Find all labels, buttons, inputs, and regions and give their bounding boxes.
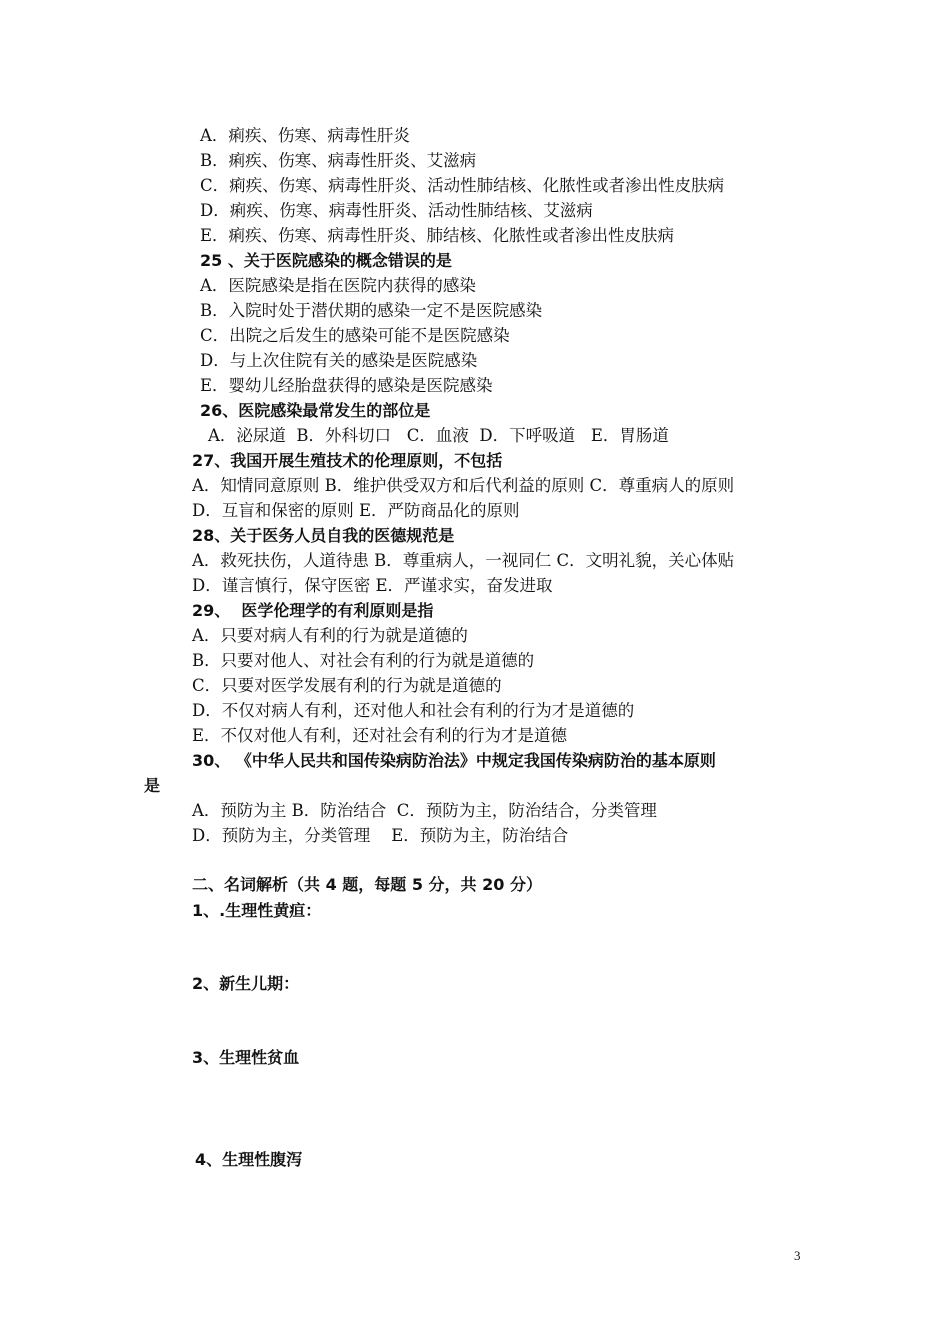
q30-question-line-1: 30、 《中华人民共和国传染病防治法》中规定我国传染病防治的基本原则 bbox=[192, 751, 716, 770]
q29-option-b: B．只要对他人、对社会有利的行为就是道德的 bbox=[192, 651, 535, 670]
q24-option-d: D．痢疾、伤寒、病毒性肝炎、活动性肺结核、艾滋病 bbox=[200, 201, 593, 220]
q29-option-a: A．只要对病人有利的行为就是道德的 bbox=[192, 626, 468, 645]
q26-question: 26、医院感染最常发生的部位是 bbox=[200, 401, 431, 420]
q30-line-2: D．预防为主，分类管理 E．预防为主，防治结合 bbox=[192, 826, 569, 845]
q24-option-e: E．痢疾、伤寒、病毒性肝炎、肺结核、化脓性或者渗出性皮肤病 bbox=[200, 226, 675, 245]
q25-option-c: C．出院之后发生的感染可能不是医院感染 bbox=[200, 326, 510, 345]
term-4: 4、生理性腹泻 bbox=[195, 1150, 303, 1169]
q29-option-c: C．只要对医学发展有利的行为就是道德的 bbox=[192, 676, 502, 695]
q29-option-d: D．不仅对病人有利，还对他人和社会有利的行为才是道德的 bbox=[192, 701, 635, 720]
q24-option-a: A．痢疾、伤寒、病毒性肝炎 bbox=[200, 126, 410, 145]
section-2-heading: 二、名词解析（共 4 题，每题 5 分，共 20 分） bbox=[192, 875, 542, 894]
term-2: 2、新生儿期： bbox=[192, 974, 300, 993]
q30-line-1: A．预防为主 B．防治结合 C．预防为主，防治结合，分类管理 bbox=[192, 801, 657, 820]
q24-option-c: C．痢疾、伤寒、病毒性肝炎、活动性肺结核、化脓性或者渗出性皮肤病 bbox=[200, 176, 725, 195]
term-1: 1、.生理性黄疸： bbox=[192, 901, 322, 920]
q29-question: 29、 医学伦理学的有利原则是指 bbox=[192, 601, 434, 620]
q24-option-b: B．痢疾、伤寒、病毒性肝炎、艾滋病 bbox=[200, 151, 477, 170]
q25-option-b: B．入院时处于潜伏期的感染一定不是医院感染 bbox=[200, 301, 543, 320]
term-3: 3、生理性贫血 bbox=[192, 1048, 300, 1067]
q29-option-e: E．不仅对他人有利，还对社会有利的行为才是道德 bbox=[192, 726, 568, 745]
q26-options: A．泌尿道 B．外科切口 C．血液 D．下呼吸道 E．胃肠道 bbox=[208, 426, 669, 445]
q27-line-2: D．互盲和保密的原则 E．严防商品化的原则 bbox=[192, 501, 520, 520]
q30-question-line-2: 是 bbox=[144, 776, 161, 795]
q25-option-e: E．婴幼儿经胎盘获得的感染是医院感染 bbox=[200, 376, 493, 395]
q25-question: 25 、关于医院感染的概念错误的是 bbox=[200, 251, 452, 270]
q27-question: 27、我国开展生殖技术的伦理原则，不包括 bbox=[192, 451, 503, 470]
q25-option-a: A．医院感染是指在医院内获得的感染 bbox=[200, 276, 476, 295]
q28-question: 28、关于医务人员自我的医德规范是 bbox=[192, 526, 455, 545]
q28-line-1: A．救死扶伤，人道待患 B．尊重病人，一视同仁 C．文明礼貌，关心体贴 bbox=[192, 551, 735, 570]
q27-line-1: A．知情同意原则 B．维护供受双方和后代利益的原则 C．尊重病人的原则 bbox=[192, 476, 735, 495]
page-number: 3 bbox=[794, 1248, 801, 1263]
q25-option-d: D．与上次住院有关的感染是医院感染 bbox=[200, 351, 478, 370]
q28-line-2: D．谨言慎行，保守医密 E．严谨求实，奋发进取 bbox=[192, 576, 553, 595]
